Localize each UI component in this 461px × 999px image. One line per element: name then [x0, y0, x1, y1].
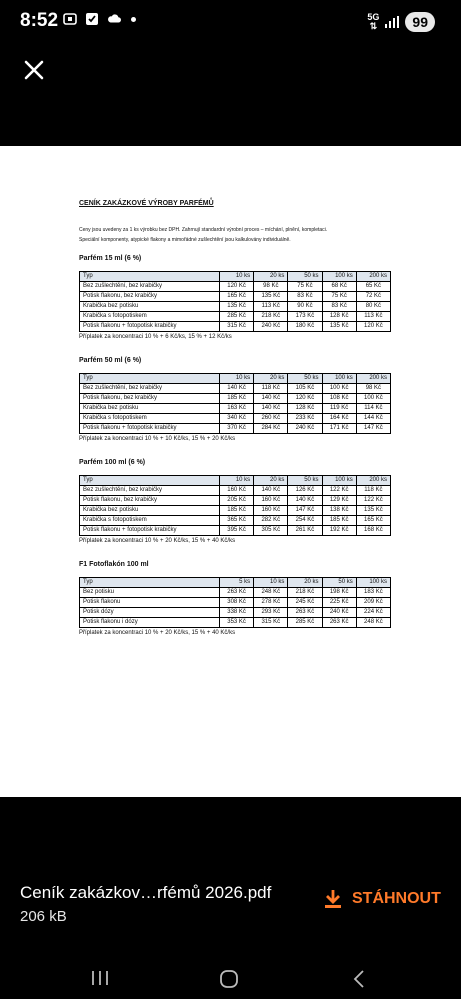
back-icon[interactable]: [352, 969, 366, 989]
price-table: [79, 373, 391, 434]
column-header: 200 ks: [356, 476, 390, 486]
navigation-bar: [0, 969, 461, 999]
price-cell: 140 Kč: [220, 384, 254, 394]
download-button[interactable]: [324, 889, 441, 909]
price-cell: 144 Kč: [356, 414, 390, 424]
price-cell: 282 Kč: [254, 516, 288, 526]
price-cell: 100 Kč: [356, 394, 390, 404]
price-cell: 100 Kč: [322, 384, 356, 394]
column-header: 10 ks: [220, 476, 254, 486]
price-cell: 160 Kč: [220, 486, 254, 496]
row-label: Krabička bez potisku: [80, 404, 220, 414]
surcharge-note: Příplatek za koncentraci 10 % + 20 Kč/ks, 15 % + 40 Kč/ks: [79, 630, 236, 636]
row-label: Potisk flakonu + fotopotisk krabičky: [80, 424, 220, 434]
surcharge-note: Příplatek za koncentraci 10 % + 10 Kč/ks, 15 % + 20 Kč/ks: [79, 436, 236, 442]
close-icon[interactable]: [24, 60, 44, 80]
bottom-bar: [0, 797, 461, 999]
price-cell: 128 Kč: [322, 312, 356, 322]
row-label: Potisk flakonu, bez krabičky: [80, 394, 220, 404]
row-label: Potisk flakonu: [80, 598, 220, 608]
price-table: [79, 475, 391, 536]
column-header: 20 ks: [254, 272, 288, 282]
table-row: [80, 312, 391, 322]
row-label: Potisk flakonu + fotopotisk krabičky: [80, 526, 220, 536]
price-cell: 370 Kč: [220, 424, 254, 434]
price-cell: 240 Kč: [322, 608, 356, 618]
price-cell: 135 Kč: [356, 506, 390, 516]
recents-icon[interactable]: [91, 969, 109, 987]
row-label: Krabička s fotopotiskem: [80, 516, 220, 526]
price-cell: 160 Kč: [254, 506, 288, 516]
table-row: [80, 608, 391, 618]
price-cell: 185 Kč: [220, 394, 254, 404]
column-header: 10 ks: [254, 578, 288, 588]
pdf-document: [79, 200, 391, 653]
network-indicator: 5G ⇅: [367, 12, 380, 31]
row-label: Potisk flakonu + fotopotisk krabičky: [80, 322, 220, 332]
price-cell: 260 Kč: [254, 414, 288, 424]
cloud-icon: [107, 12, 121, 26]
price-cell: 83 Kč: [288, 292, 322, 302]
table-row: [80, 282, 391, 292]
file-name: Ceník zakázkov…rfémů 2026.pdf: [20, 883, 272, 902]
price-cell: 120 Kč: [220, 282, 254, 292]
price-cell: 245 Kč: [288, 598, 322, 608]
price-cell: 293 Kč: [254, 608, 288, 618]
table-header-row: [80, 374, 391, 384]
price-cell: 140 Kč: [254, 486, 288, 496]
price-cell: 135 Kč: [220, 302, 254, 312]
price-cell: 233 Kč: [288, 414, 322, 424]
status-left-icons: [63, 12, 136, 26]
table-row: [80, 618, 391, 628]
price-cell: 261 Kč: [288, 526, 322, 536]
column-header: 50 ks: [288, 272, 322, 282]
price-cell: 165 Kč: [356, 516, 390, 526]
column-header: 200 ks: [356, 374, 390, 384]
price-table: [79, 577, 391, 628]
price-cell: 254 Kč: [288, 516, 322, 526]
price-cell: 140 Kč: [254, 404, 288, 414]
price-cell: 113 Kč: [356, 312, 390, 322]
row-label: Potisk dózy: [80, 608, 220, 618]
section-heading: Parfém 50 ml (6 %): [79, 357, 142, 364]
price-cell: 68 Kč: [322, 282, 356, 292]
section-heading: F1 Fotoflakón 100 ml: [79, 561, 149, 568]
price-cell: 185 Kč: [220, 506, 254, 516]
price-cell: 98 Kč: [356, 384, 390, 394]
pdf-page[interactable]: [0, 146, 461, 797]
price-cell: 263 Kč: [322, 618, 356, 628]
notification-dot-icon: [131, 17, 136, 22]
price-cell: 75 Kč: [288, 282, 322, 292]
status-bar: [0, 0, 461, 44]
screenshot-icon: [63, 12, 77, 26]
price-cell: 118 Kč: [356, 486, 390, 496]
price-cell: 160 Kč: [254, 496, 288, 506]
price-cell: 147 Kč: [288, 506, 322, 516]
price-cell: 224 Kč: [356, 608, 390, 618]
price-cell: 163 Kč: [220, 404, 254, 414]
price-cell: 198 Kč: [322, 588, 356, 598]
table-row: [80, 588, 391, 598]
row-label: Krabička bez potisku: [80, 302, 220, 312]
price-cell: 128 Kč: [288, 404, 322, 414]
price-cell: 119 Kč: [322, 404, 356, 414]
table-row: [80, 424, 391, 434]
row-label: Bez zušlechtění, bez krabičky: [80, 282, 220, 292]
price-cell: 164 Kč: [322, 414, 356, 424]
price-cell: 285 Kč: [288, 618, 322, 628]
row-label: Potisk flakonu, bez krabičky: [80, 292, 220, 302]
column-header: 200 ks: [356, 272, 390, 282]
table-row: [80, 506, 391, 516]
price-cell: 305 Kč: [254, 526, 288, 536]
price-cell: 90 Kč: [288, 302, 322, 312]
table-row: [80, 414, 391, 424]
price-cell: 209 Kč: [356, 598, 390, 608]
column-header: Typ: [80, 374, 220, 384]
price-cell: 122 Kč: [356, 496, 390, 506]
price-cell: 285 Kč: [220, 312, 254, 322]
row-label: Bez zušlechtění, bez krabičky: [80, 486, 220, 496]
price-cell: 80 Kč: [356, 302, 390, 312]
column-header: 100 ks: [322, 374, 356, 384]
price-cell: 315 Kč: [220, 322, 254, 332]
document-title: CENÍK ZAKÁZKOVÉ VÝROBY PARFÉMŮ: [79, 200, 214, 207]
price-cell: 72 Kč: [356, 292, 390, 302]
price-cell: 284 Kč: [254, 424, 288, 434]
price-cell: 218 Kč: [254, 312, 288, 322]
price-cell: 248 Kč: [254, 588, 288, 598]
column-header: 20 ks: [288, 578, 322, 588]
download-icon: [324, 889, 342, 909]
price-cell: 395 Kč: [220, 526, 254, 536]
column-header: 50 ks: [322, 578, 356, 588]
price-cell: 83 Kč: [322, 302, 356, 312]
price-cell: 315 Kč: [254, 618, 288, 628]
price-cell: 168 Kč: [356, 526, 390, 536]
price-cell: 105 Kč: [288, 384, 322, 394]
table-header-row: [80, 272, 391, 282]
table-row: [80, 526, 391, 536]
price-table: [79, 271, 391, 332]
price-cell: 205 Kč: [220, 496, 254, 506]
price-cell: 120 Kč: [288, 394, 322, 404]
intro-line: Speciální komponenty, atypické flakony a mimořádné zušlechtění jsou kalkulovány individuálně.: [79, 237, 291, 243]
row-label: Krabička s fotopotiskem: [80, 414, 220, 424]
checkbox-icon: [85, 12, 99, 26]
price-cell: 120 Kč: [356, 322, 390, 332]
row-label: Bez zušlechtění, bez krabičky: [80, 384, 220, 394]
price-cell: 75 Kč: [322, 292, 356, 302]
price-cell: 138 Kč: [322, 506, 356, 516]
price-cell: 165 Kč: [220, 292, 254, 302]
column-header: 5 ks: [220, 578, 254, 588]
row-label: Potisk flakonu, bez krabičky: [80, 496, 220, 506]
status-right-icons: [367, 12, 435, 32]
price-cell: 240 Kč: [254, 322, 288, 332]
file-size: 206 kB: [20, 908, 67, 925]
table-header-row: [80, 578, 391, 588]
surcharge-note: Příplatek za koncentraci 10 % + 6 Kč/ks, 15 % + 12 Kč/ks: [79, 334, 232, 340]
price-cell: 65 Kč: [356, 282, 390, 292]
intro-text: [79, 225, 391, 245]
column-header: 50 ks: [288, 374, 322, 384]
price-cell: 171 Kč: [322, 424, 356, 434]
column-header: Typ: [80, 476, 220, 486]
price-cell: 263 Kč: [288, 608, 322, 618]
surcharge-note: Příplatek za koncentraci 10 % + 20 Kč/ks, 15 % + 40 Kč/ks: [79, 538, 236, 544]
column-header: 10 ks: [220, 272, 254, 282]
table-row: [80, 384, 391, 394]
battery-badge: 99: [405, 12, 435, 32]
price-cell: 140 Kč: [254, 394, 288, 404]
status-time: 8:52: [20, 10, 59, 31]
price-cell: 122 Kč: [322, 486, 356, 496]
price-cell: 192 Kč: [322, 526, 356, 536]
column-header: 100 ks: [322, 272, 356, 282]
table-header-row: [80, 476, 391, 486]
price-cell: 240 Kč: [288, 424, 322, 434]
price-cell: 353 Kč: [220, 618, 254, 628]
home-icon[interactable]: [219, 969, 239, 989]
column-header: 20 ks: [254, 476, 288, 486]
row-label: Potisk flakonu i dózy: [80, 618, 220, 628]
price-cell: 98 Kč: [254, 282, 288, 292]
price-cell: 126 Kč: [288, 486, 322, 496]
column-header: 10 ks: [220, 374, 254, 384]
price-cell: 118 Kč: [254, 384, 288, 394]
price-cell: 185 Kč: [322, 516, 356, 526]
row-label: Bez potisku: [80, 588, 220, 598]
price-cell: 263 Kč: [220, 588, 254, 598]
table-row: [80, 302, 391, 312]
column-header: Typ: [80, 578, 220, 588]
price-cell: 278 Kč: [254, 598, 288, 608]
table-row: [80, 516, 391, 526]
signal-icon: [385, 16, 399, 28]
price-cell: 308 Kč: [220, 598, 254, 608]
column-header: 20 ks: [254, 374, 288, 384]
section-heading: Parfém 100 ml (6 %): [79, 459, 146, 466]
table-row: [80, 404, 391, 414]
table-row: [80, 292, 391, 302]
price-cell: 147 Kč: [356, 424, 390, 434]
row-label: Krabička s fotopotiskem: [80, 312, 220, 322]
row-label: Krabička bez potisku: [80, 506, 220, 516]
price-cell: 340 Kč: [220, 414, 254, 424]
price-cell: 135 Kč: [322, 322, 356, 332]
price-cell: 114 Kč: [356, 404, 390, 414]
table-row: [80, 486, 391, 496]
section-heading: Parfém 15 ml (6 %): [79, 255, 142, 262]
table-row: [80, 322, 391, 332]
column-header: 100 ks: [356, 578, 390, 588]
column-header: 50 ks: [288, 476, 322, 486]
price-cell: 338 Kč: [220, 608, 254, 618]
price-cell: 225 Kč: [322, 598, 356, 608]
price-cell: 183 Kč: [356, 588, 390, 598]
price-cell: 108 Kč: [322, 394, 356, 404]
column-header: 100 ks: [322, 476, 356, 486]
price-sections: [79, 255, 391, 636]
price-cell: 140 Kč: [288, 496, 322, 506]
table-row: [80, 598, 391, 608]
intro-line: Ceny jsou uvedeny za 1 ks výrobku bez DPH. Zahrnují standardní výrobní proces – míchání, plnění, kompletaci.: [79, 227, 328, 233]
price-cell: 135 Kč: [254, 292, 288, 302]
price-cell: 180 Kč: [288, 322, 322, 332]
price-cell: 113 Kč: [254, 302, 288, 312]
table-row: [80, 394, 391, 404]
price-cell: 248 Kč: [356, 618, 390, 628]
price-cell: 173 Kč: [288, 312, 322, 322]
table-row: [80, 496, 391, 506]
price-cell: 365 Kč: [220, 516, 254, 526]
download-label: STÁHNOUT: [352, 890, 441, 907]
price-cell: 218 Kč: [288, 588, 322, 598]
price-cell: 129 Kč: [322, 496, 356, 506]
column-header: Typ: [80, 272, 220, 282]
